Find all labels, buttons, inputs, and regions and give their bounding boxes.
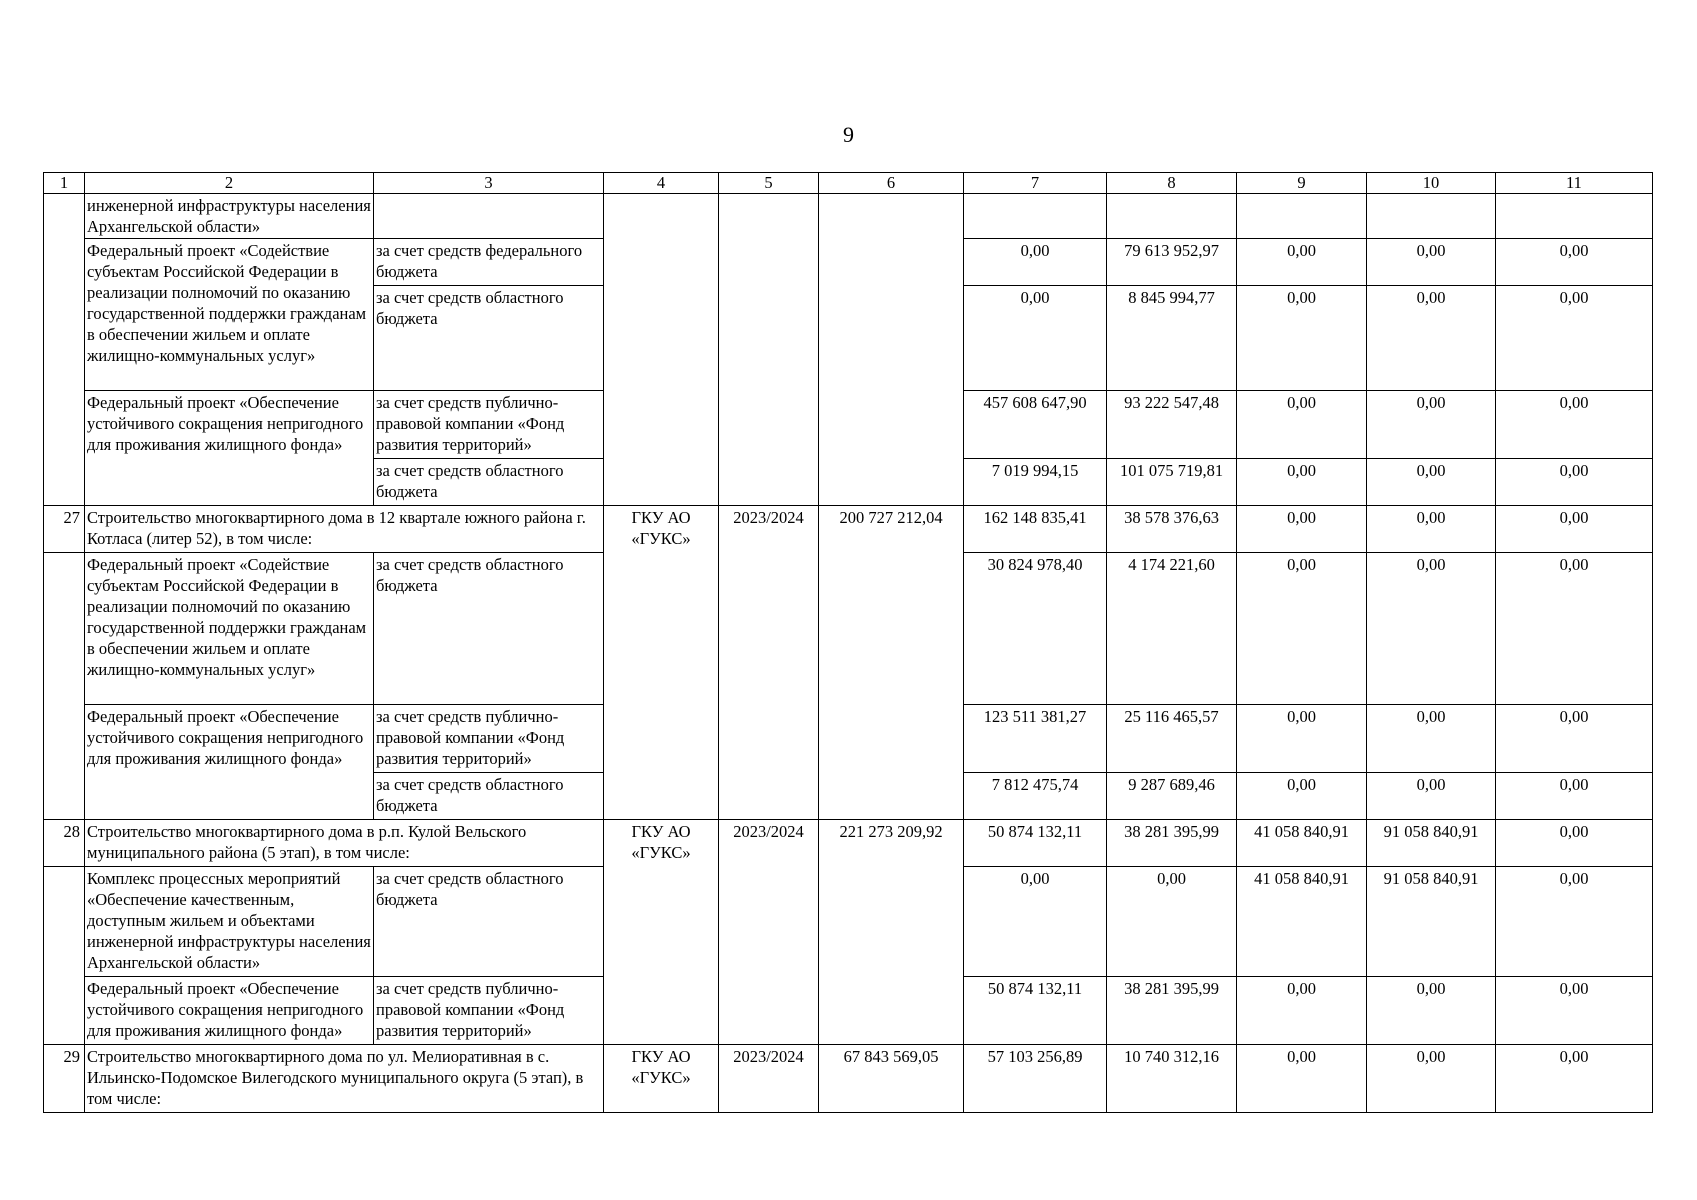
header-cell: 8 [1107,173,1237,194]
value-cell: 0,00 [1367,705,1496,773]
value-cell: 0,00 [1367,239,1496,286]
value-cell: 7 812 475,74 [964,773,1107,820]
value-cell [1367,194,1496,239]
period-cell: 2023/2024 [719,506,819,820]
value-cell: 0,00 [1496,239,1653,286]
object-title-cell: Строительство многоквартирного дома по ул. Мелиоративная в с. Ильинско-Подомское Вилегодского муниципального округа (5 этап), в том числе: [85,1045,604,1113]
total-cell: 221 273 209,92 [819,820,964,1045]
header-cell: 4 [604,173,719,194]
table-row [44,1045,1653,1113]
value-cell: 38 281 395,99 [1107,977,1237,1045]
row-number-cell [44,553,85,820]
executor-cell: ГКУ АО «ГУКС» [604,506,719,820]
row-number-cell [44,194,85,506]
source-cell: за счет средств областного бюджета [374,459,604,506]
value-cell: 0,00 [964,286,1107,391]
header-cell: 2 [85,173,374,194]
value-cell: 0,00 [1496,1045,1653,1113]
value-cell: 0,00 [964,867,1107,977]
value-cell: 0,00 [1237,553,1367,705]
value-cell: 0,00 [964,239,1107,286]
value-cell: 0,00 [1496,867,1653,977]
source-cell: за счет средств публично-правовой компании «Фонд развития территорий» [374,977,604,1045]
value-cell: 93 222 547,48 [1107,391,1237,459]
value-cell: 38 281 395,99 [1107,820,1237,867]
value-cell: 9 287 689,46 [1107,773,1237,820]
value-cell: 50 874 132,11 [964,977,1107,1045]
value-cell: 0,00 [1496,553,1653,705]
value-cell: 0,00 [1367,773,1496,820]
header-cell: 3 [374,173,604,194]
value-cell: 0,00 [1496,820,1653,867]
value-cell: 10 740 312,16 [1107,1045,1237,1113]
page-number: 9 [843,122,854,147]
value-cell: 4 174 221,60 [1107,553,1237,705]
header-cell: 6 [819,173,964,194]
project-cell: Федеральный проект «Обеспечение устойчивого сокращения непригодного для проживания жилищного фонда» [85,977,374,1045]
value-cell: 41 058 840,91 [1237,820,1367,867]
project-cell: Федеральный проект «Обеспечение устойчивого сокращения непригодного для проживания жилищного фонда» [85,705,374,820]
value-cell: 57 103 256,89 [964,1045,1107,1113]
source-cell: за счет средств областного бюджета [374,553,604,705]
value-cell: 0,00 [1107,867,1237,977]
value-cell: 123 511 381,27 [964,705,1107,773]
value-cell: 0,00 [1496,459,1653,506]
table-row [44,194,1653,239]
value-cell: 41 058 840,91 [1237,867,1367,977]
source-cell [374,194,604,239]
value-cell: 0,00 [1496,391,1653,459]
value-cell: 0,00 [1367,977,1496,1045]
source-cell: за счет средств федерального бюджета [374,239,604,286]
executor-cell: ГКУ АО «ГУКС» [604,1045,719,1113]
value-cell: 0,00 [1367,553,1496,705]
row-number-cell: 27 [44,506,85,553]
period-cell [719,194,819,506]
value-cell: 0,00 [1496,286,1653,391]
executor-cell: ГКУ АО «ГУКС» [604,820,719,1045]
period-cell: 2023/2024 [719,1045,819,1113]
source-cell: за счет средств областного бюджета [374,773,604,820]
value-cell: 0,00 [1237,239,1367,286]
project-cell: Федеральный проект «Содействие субъектам Российской Федерации в реализации полномочий по оказанию государственной поддержки гражданам в обеспечении жильем и оплате жилищно-коммунальных услуг» [85,553,374,705]
table-row [44,820,1653,867]
period-cell: 2023/2024 [719,820,819,1045]
header-cell: 5 [719,173,819,194]
value-cell: 0,00 [1367,1045,1496,1113]
total-cell: 67 843 569,05 [819,1045,964,1113]
header-cell: 7 [964,173,1107,194]
value-cell: 0,00 [1237,773,1367,820]
total-cell [819,194,964,506]
source-cell: за счет средств публично-правовой компании «Фонд развития территорий» [374,391,604,459]
object-title-cell: Строительство многоквартирного дома в р.п. Кулой Вельского муниципального района (5 этап), в том числе: [85,820,604,867]
value-cell: 162 148 835,41 [964,506,1107,553]
project-cell: Федеральный проект «Обеспечение устойчивого сокращения непригодного для проживания жилищного фонда» [85,391,374,506]
value-cell: 0,00 [1237,506,1367,553]
row-number-cell: 28 [44,820,85,867]
value-cell: 0,00 [1237,391,1367,459]
value-cell: 79 613 952,97 [1107,239,1237,286]
value-cell: 8 845 994,77 [1107,286,1237,391]
value-cell [964,194,1107,239]
object-title-cell: Строительство многоквартирного дома в 12 квартале южного района г. Котласа (литер 52), в том числе: [85,506,604,553]
header-cell: 10 [1367,173,1496,194]
value-cell: 91 058 840,91 [1367,820,1496,867]
value-cell: 91 058 840,91 [1367,867,1496,977]
source-cell: за счет средств областного бюджета [374,867,604,977]
value-cell: 7 019 994,15 [964,459,1107,506]
value-cell: 0,00 [1496,977,1653,1045]
value-cell: 457 608 647,90 [964,391,1107,459]
value-cell: 0,00 [1237,459,1367,506]
budget-table [43,172,1653,1113]
row-number-cell: 29 [44,1045,85,1113]
value-cell: 0,00 [1496,506,1653,553]
source-cell: за счет средств областного бюджета [374,286,604,391]
value-cell: 0,00 [1367,506,1496,553]
value-cell: 0,00 [1367,459,1496,506]
project-cell: Комплекс процессных мероприятий «Обеспечение качественным, доступным жильем и объектами инженерной инфраструктуры населения Архангельской области» [85,867,374,977]
value-cell: 0,00 [1496,705,1653,773]
value-cell: 101 075 719,81 [1107,459,1237,506]
total-cell: 200 727 212,04 [819,506,964,820]
header-cell: 1 [44,173,85,194]
value-cell: 0,00 [1496,773,1653,820]
project-cell: инженерной инфраструктуры населения Архангельской области» [85,194,374,239]
table-row [44,506,1653,553]
value-cell: 0,00 [1237,977,1367,1045]
value-cell: 0,00 [1367,391,1496,459]
source-cell: за счет средств публично-правовой компании «Фонд развития территорий» [374,705,604,773]
value-cell: 25 116 465,57 [1107,705,1237,773]
header-cell: 9 [1237,173,1367,194]
value-cell [1237,194,1367,239]
value-cell [1496,194,1653,239]
value-cell [1107,194,1237,239]
value-cell: 30 824 978,40 [964,553,1107,705]
value-cell: 38 578 376,63 [1107,506,1237,553]
value-cell: 0,00 [1237,705,1367,773]
executor-cell [604,194,719,506]
value-cell: 0,00 [1237,286,1367,391]
header-cell: 11 [1496,173,1653,194]
value-cell: 0,00 [1367,286,1496,391]
row-number-cell [44,867,85,1045]
value-cell: 0,00 [1237,1045,1367,1113]
header-row [44,173,1653,194]
project-cell: Федеральный проект «Содействие субъектам Российской Федерации в реализации полномочий по оказанию государственной поддержки гражданам в обеспечении жильем и оплате жилищно-коммунальных услуг» [85,239,374,391]
value-cell: 50 874 132,11 [964,820,1107,867]
